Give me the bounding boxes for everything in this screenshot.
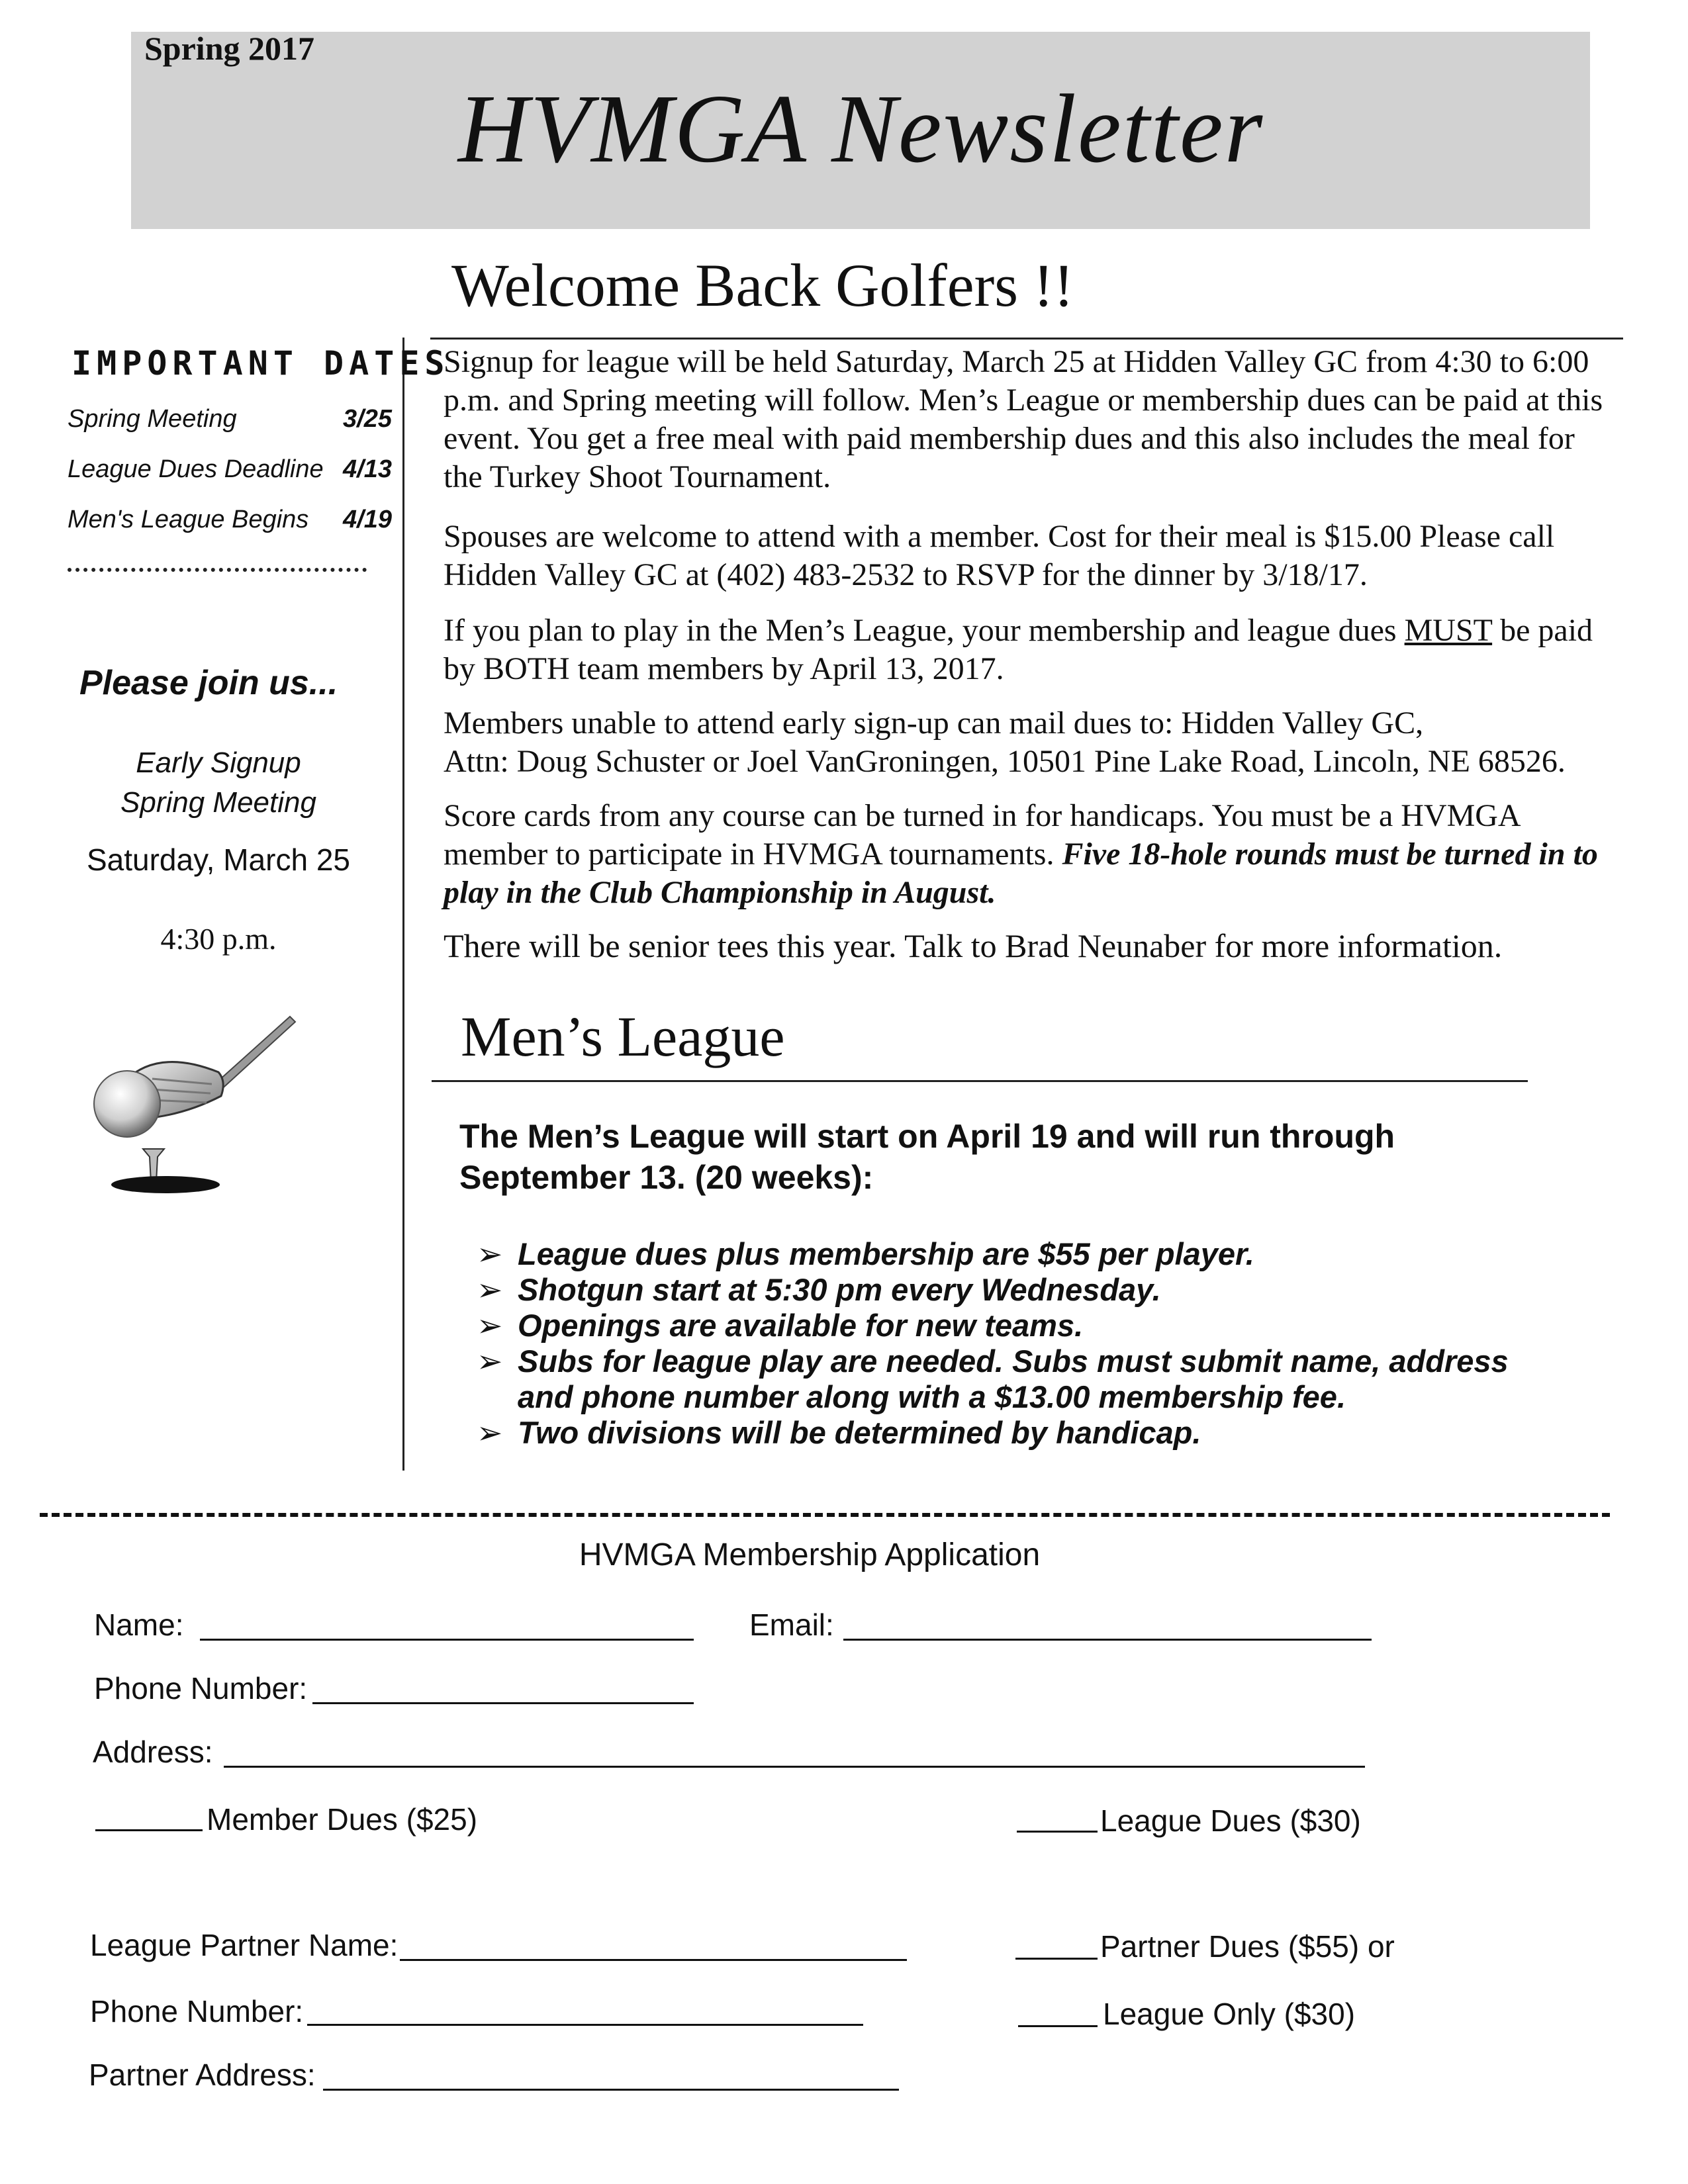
signup-date: Saturday, March 25 [86, 842, 350, 877]
season-label: Spring 2017 [144, 30, 315, 67]
league-only-blank[interactable] [1018, 2025, 1098, 2027]
masthead-banner [131, 32, 1590, 229]
list-item [477, 1343, 1562, 1415]
mens-league-list [477, 1236, 1562, 1451]
must-emphasis: MUST [1404, 613, 1493, 648]
dues-text-start: If you plan to play in the Men’s League, your membership and league dues [444, 613, 1405, 648]
partner-name-field[interactable] [400, 1959, 907, 1961]
email-field[interactable] [843, 1639, 1372, 1641]
date-value: 3/25 [343, 405, 392, 433]
date-label: Men's League Begins [68, 506, 309, 533]
name-field[interactable] [200, 1639, 694, 1641]
date-row-dues-deadline [68, 455, 399, 484]
arrow-bullet-icon: ➢ [477, 1272, 503, 1307]
list-item [477, 1308, 1562, 1343]
partner-phone-field[interactable] [307, 2024, 863, 2026]
date-row-spring-meeting [68, 405, 399, 433]
list-item-text: Subs for league play are needed. Subs must submit name, address and phone number along with a $13.00 membership fee. [518, 1343, 1509, 1414]
partner-address-label: Partner Address: [89, 2058, 316, 2092]
mens-league-intro: The Men’s League will start on April 19 and will run through September 13. (20 weeks): [459, 1118, 1395, 1196]
form-title: HVMGA Membership Application [579, 1537, 1041, 1572]
mail-dues-paragraph [444, 704, 1609, 781]
list-item-text: Two divisions will be determined by handicap. [518, 1415, 1201, 1450]
date-row-league-begins [68, 506, 399, 534]
newsletter-title: HVMGA Newsletter [458, 75, 1264, 183]
member-dues-blank[interactable] [95, 1829, 203, 1831]
golf-club-icon [79, 1007, 305, 1199]
signup-event-name: Early Signup [136, 747, 301, 779]
signup-time: 4:30 p.m. [160, 922, 277, 956]
arrow-bullet-icon: ➢ [477, 1236, 503, 1271]
scorecards-text: Score cards from any course can be turned in for handicaps. You must be a HVMGA member to participate in HVMGA tournaments. [444, 798, 1519, 872]
important-dates-heading: IMPORTANT DATES [71, 344, 450, 383]
column-divider [402, 338, 404, 1471]
address-field[interactable] [224, 1766, 1365, 1768]
partner-dues-blank[interactable] [1015, 1958, 1098, 1960]
phone-label: Phone Number: [94, 1671, 308, 1706]
partner-address-field[interactable] [323, 2089, 899, 2091]
cut-here-line [40, 1513, 1610, 1517]
list-item-text: League dues plus membership are $55 per player. [518, 1236, 1254, 1271]
mens-league-divider [432, 1080, 1528, 1082]
club-championship-note: Five 18-hole rounds must be turned in to play in the Club Championship in August. [444, 837, 1598, 910]
date-value: 4/13 [343, 455, 392, 483]
arrow-bullet-icon: ➢ [477, 1415, 503, 1450]
list-item-text: Shotgun start at 5:30 pm every Wednesday. [518, 1272, 1161, 1307]
address-label: Address: [93, 1735, 213, 1769]
please-join-heading: Please join us... [79, 664, 338, 702]
signup-paragraph: Signup for league will be held Saturday, March 25 at Hidden Valley GC from 4:30 to 6:00 p.m. and Spring meeting will follow. Men’s League or membership dues can be paid at this event. You get a free meal with paid membership dues and this also includes the meal for the Turkey Shoot Tournament. [444, 344, 1603, 494]
league-dues-blank[interactable] [1017, 1831, 1098, 1833]
date-label: Spring Meeting [68, 405, 237, 433]
league-dues-label: League Dues ($30) [1100, 1803, 1361, 1838]
partner-phone-label: Phone Number: [90, 1994, 304, 2028]
list-item [477, 1415, 1562, 1451]
list-item-text: Openings are available for new teams. [518, 1308, 1084, 1343]
scorecards-paragraph [444, 797, 1609, 912]
dues-text-end: be paid by BOTH team members by April 13, 2017. [444, 613, 1593, 686]
mens-league-heading: Men’s League [461, 1005, 785, 1068]
email-label: Email: [749, 1608, 834, 1642]
arrow-bullet-icon: ➢ [477, 1308, 503, 1343]
list-item [477, 1272, 1562, 1308]
spouses-paragraph: Spouses are welcome to attend with a member. Cost for their meal is $15.00 Please call Hidden Valley GC at (402) 483-2532 to RSVP for the dinner by 3/18/17. [444, 519, 1555, 592]
signup-event-subtitle: Spring Meeting [120, 786, 316, 819]
partner-name-label: League Partner Name: [90, 1928, 399, 1962]
member-dues-label: Member Dues ($25) [207, 1802, 478, 1837]
senior-tees-paragraph: There will be senior tees this year. Talk to Brad Neunaber for more information. [444, 927, 1503, 964]
dotted-divider [68, 568, 367, 572]
welcome-heading: Welcome Back Golfers !! [451, 251, 1074, 319]
list-item [477, 1236, 1562, 1272]
dues-deadline-paragraph [444, 612, 1609, 688]
mail-dues-line2: Attn: Doug Schuster or Joel VanGroningen, 10501 Pine Lake Road, Lincoln, NE 68526. [444, 744, 1566, 779]
phone-field[interactable] [312, 1702, 694, 1704]
date-value: 4/19 [343, 506, 392, 533]
partner-dues-label: Partner Dues ($55) or [1100, 1929, 1395, 1964]
welcome-divider [430, 338, 1623, 340]
name-label: Name: [94, 1608, 184, 1642]
league-only-label: League Only ($30) [1103, 1997, 1356, 2031]
mail-dues-line1: Members unable to attend early sign-up can mail dues to: Hidden Valley GC, [444, 705, 1424, 741]
date-label: League Dues Deadline [68, 455, 324, 483]
arrow-bullet-icon: ➢ [477, 1343, 503, 1379]
